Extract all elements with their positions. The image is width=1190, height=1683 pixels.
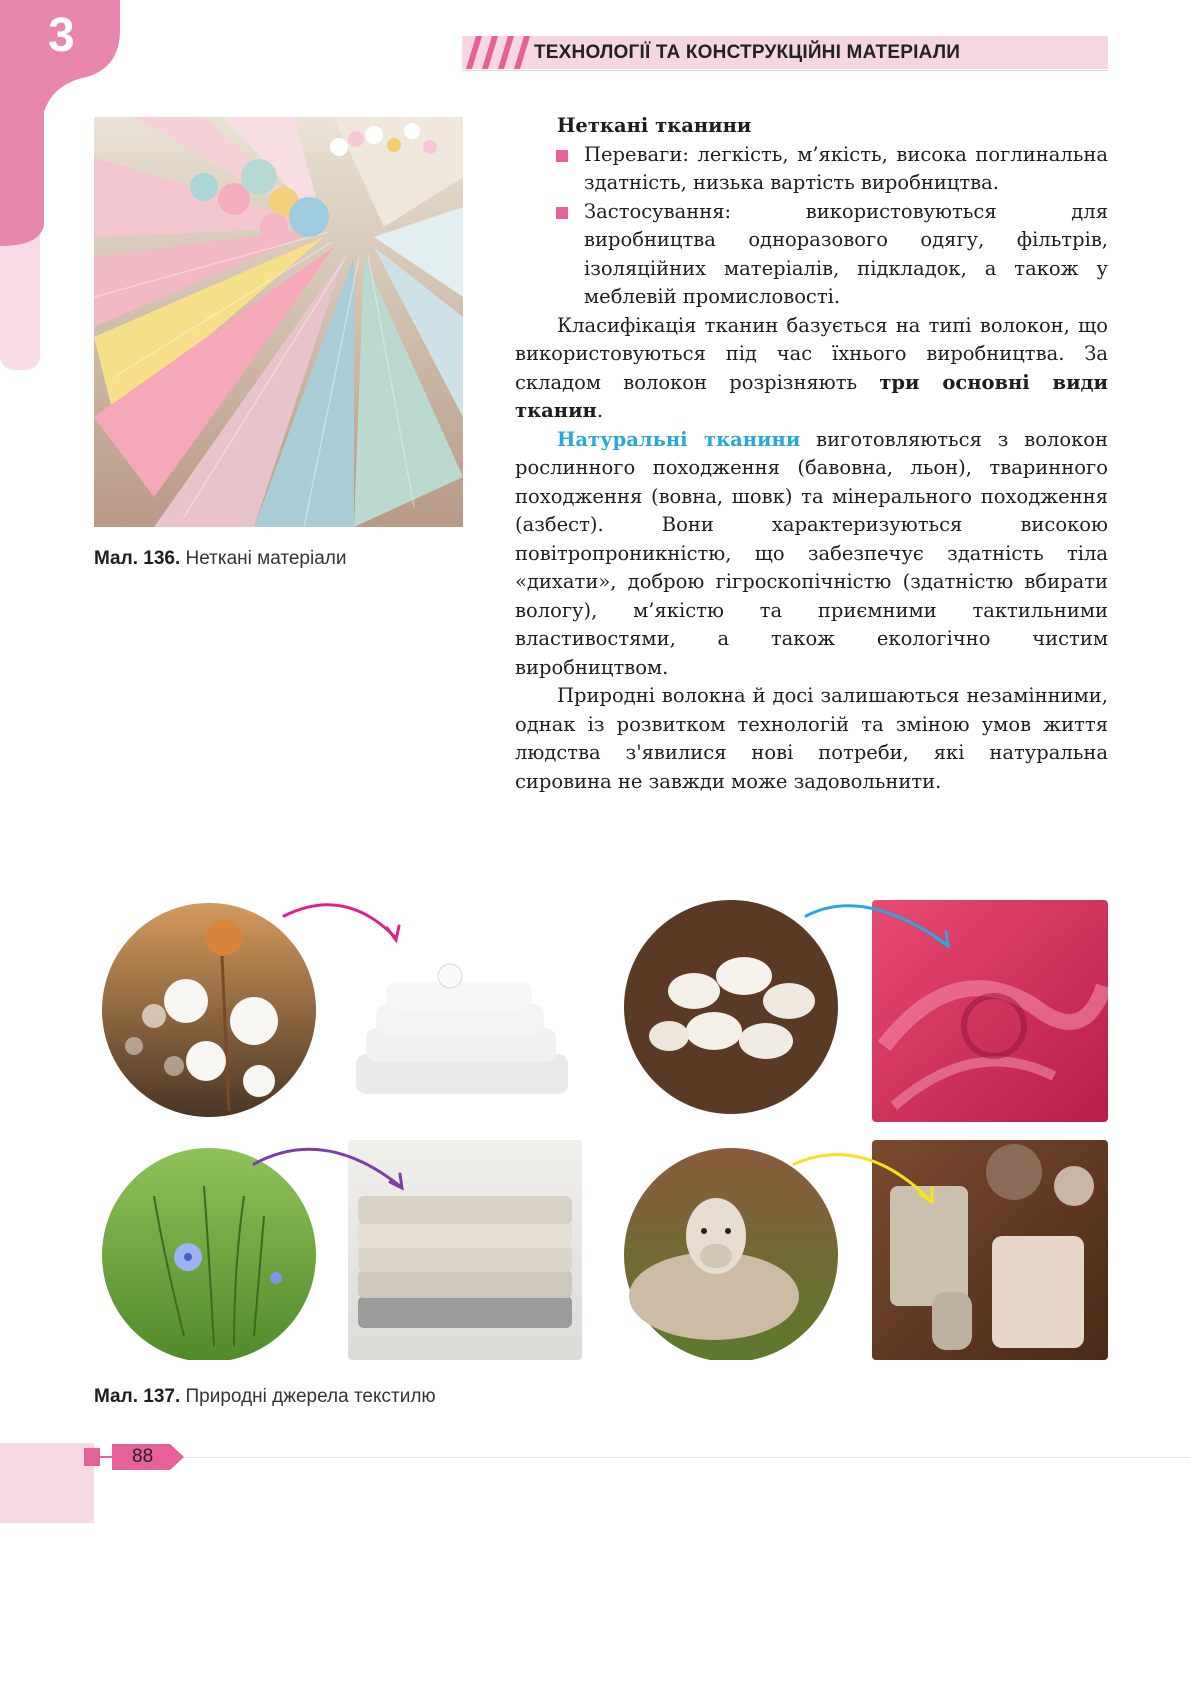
footer-square-icon: [84, 1448, 100, 1466]
header-divider: [462, 70, 1108, 71]
text-column: [515, 112, 1108, 796]
paragraph-classification-end: .: [596, 399, 604, 422]
silk-fabric-image: [872, 900, 1108, 1122]
sheep-image: [624, 1148, 838, 1360]
bullet-applications: [515, 198, 1108, 312]
figure-137-caption: [94, 1386, 436, 1408]
footer-pink-block: [0, 1443, 94, 1523]
figure-136-caption-text: Неткані матеріали: [185, 548, 347, 569]
paragraph-classification: [515, 312, 1108, 426]
figure-136-label: Мал. 136.: [94, 548, 181, 569]
nonwoven-fabrics-image: [94, 117, 463, 527]
figure-137-label: Мал. 137.: [94, 1386, 181, 1407]
bullet-applications-text: Застосування: використовуються для виробництва одноразового одягу, фільтрів, ізоляційних матеріалів, підкладок, а також у меблевій промисловості.: [584, 199, 1108, 308]
page-number: 88: [132, 1446, 154, 1467]
figure-136-caption: [94, 548, 347, 570]
paragraph-natural-fibers: Природні волокна й досі залишаються незамінними, однак із розвитком технологій та зміною умов життя людства з'явилися нові потреби, які натуральна сировина не завжди може задовольнити.: [515, 684, 1108, 793]
chapter-number: 3: [48, 9, 75, 62]
bullet-advantages: [515, 141, 1108, 198]
bullet-advantages-text: Переваги: легкість, м’якість, висока поглинальна здатність, низька вартість виробництва.: [584, 142, 1108, 194]
natural-fabrics-term: Натуральні тканини: [557, 427, 801, 451]
footer-divider: [94, 1457, 1190, 1458]
flax-plant-image: [102, 1148, 316, 1360]
paragraph-natural-fabrics-text: виготовляються з волокон рослинного походження (бавовна, льон), тваринного походження (вовна, шовк) та мінерального походження (азбест). Вони характеризуються високою повітропроникністю, що забезпечує здатність тіла «дихати», доброю гігроскопічністю (здатністю вбирати вологу), м’якістю та приємними тактильними властивостями, а також екологічно чистим виробництвом.: [515, 427, 1108, 679]
silk-cocoons-image: [624, 900, 838, 1114]
natural-textile-sources-figure: [94, 896, 1108, 1360]
subheading: Неткані тканини: [557, 114, 752, 137]
cotton-towels-image: [348, 902, 582, 1124]
paragraph-classification-start: Класифікація тканин базується на типі волокон, що використовуються під час їхнього виробництва. За складом волокон розрізняють: [515, 313, 1108, 394]
wool-knitwear-image: [872, 1140, 1108, 1360]
figure-137-caption-text: Природні джерела текстилю: [185, 1386, 436, 1407]
bullet-square-icon: [556, 150, 568, 162]
bullet-square-icon: [556, 207, 568, 219]
paragraph-natural-fabrics: [515, 426, 1108, 683]
paragraph-classification-bold: три основні види тканин: [515, 370, 1108, 422]
header-title: ТЕХНОЛОГІЇ ТА КОНСТРУКЦІЙНІ МАТЕРІАЛИ: [534, 42, 961, 63]
cotton-plant-image: [102, 903, 316, 1117]
